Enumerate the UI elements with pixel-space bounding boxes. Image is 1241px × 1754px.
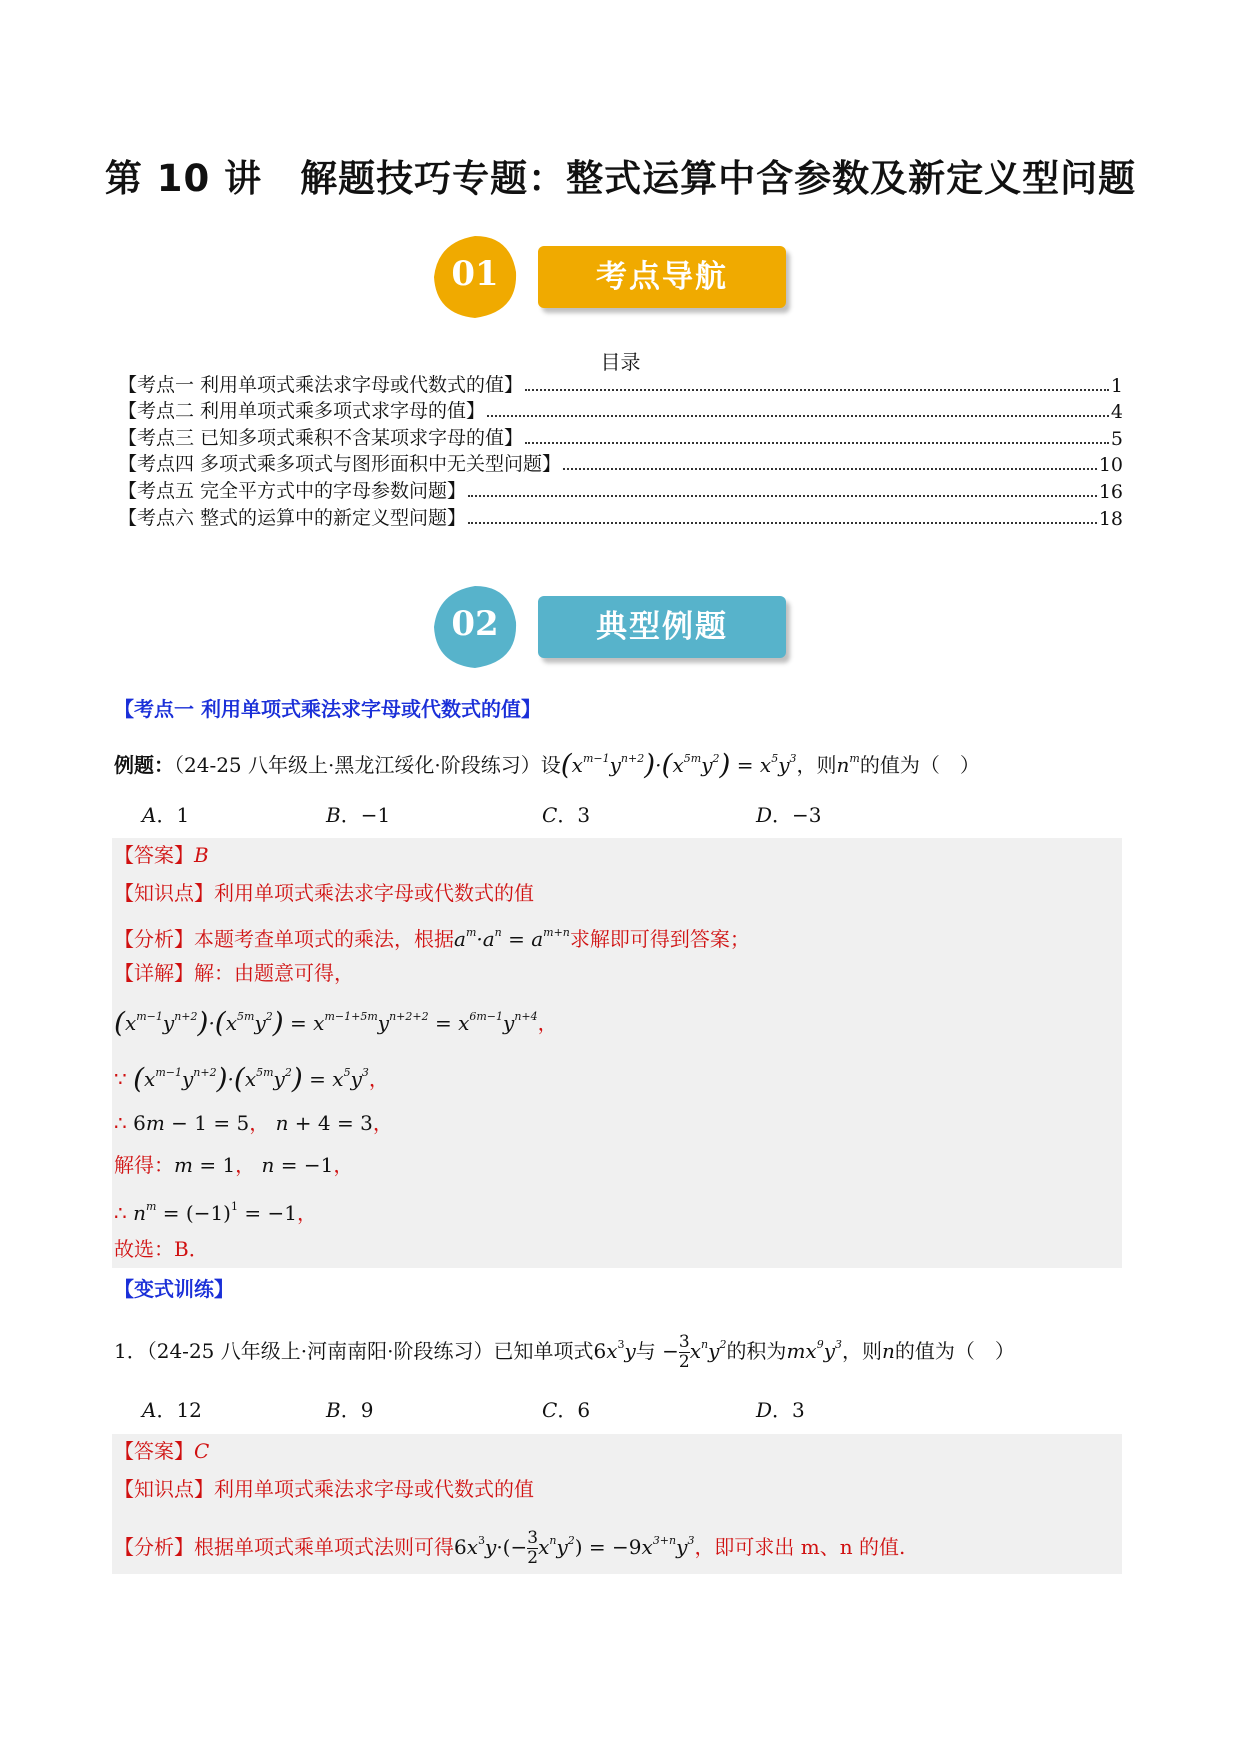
toc-item-page: 18 xyxy=(1098,507,1123,530)
section-badge-examples xyxy=(430,582,810,672)
toc-item[interactable] xyxy=(118,450,1123,477)
variant-question: 1．（24-25 八年级上·河南南阳·阶段练习）已知单项式$6x^3y$与 − $\frac{3}{2}$ $x^ny^2$的积为$mx^9y^3$，则n的值为（ ） xyxy=(114,1332,1015,1372)
toc-item[interactable] xyxy=(118,397,1123,424)
answer-line: 【答案】C xyxy=(114,1439,210,1463)
toc-item-page: 10 xyxy=(1098,454,1123,477)
option-d[interactable]: D．3 xyxy=(756,1398,805,1422)
answer-value: B xyxy=(194,843,209,867)
toc-item-label: 【考点六 整式的运算中的新定义型问题】 xyxy=(118,506,467,529)
toc-item[interactable] xyxy=(118,503,1123,530)
toc-item[interactable] xyxy=(118,370,1123,397)
option-a[interactable]: A．1 xyxy=(142,803,190,827)
toc-item-label: 【考点二 利用单项式乘多项式求字母的值】 xyxy=(118,400,486,423)
example-label: 例题： xyxy=(114,753,174,777)
option-c[interactable]: C．6 xyxy=(542,1398,591,1422)
badge-number: 01 xyxy=(451,254,499,294)
toc-item-label: 【考点三 已知多项式乘积不含某项求字母的值】 xyxy=(118,426,524,449)
toc-item[interactable] xyxy=(118,423,1123,450)
section-badge-navigation xyxy=(430,232,810,322)
variant-heading: 【变式训练】 xyxy=(114,1277,234,1301)
option-a[interactable]: A．12 xyxy=(142,1398,202,1422)
knowledge-line: 【知识点】利用单项式乘法求字母或代数式的值 xyxy=(114,1477,534,1501)
example-expression: $(x^{m-1}y^{n+2})\cdot(x^{5m}y^2) = x^5y^3$ xyxy=(560,748,797,781)
toc-item-label: 【考点四 多项式乘多项式与图形面积中无关型问题】 xyxy=(118,453,562,476)
choose-line: 故选：B． xyxy=(114,1237,209,1261)
badge-label: 考点导航 xyxy=(538,246,786,308)
knowledge-line: 【知识点】利用单项式乘法求字母或代数式的值 xyxy=(114,881,534,905)
toc-item-label: 【考点一 利用单项式乘法求字母或代数式的值】 xyxy=(118,373,524,396)
example-tail: ，则 xyxy=(796,753,837,777)
toc-title: 目录 xyxy=(600,350,641,374)
step-4: 解得：m = 1， n = −1， xyxy=(114,1153,354,1177)
detail-line: 【详解】解：由题意可得， xyxy=(114,961,354,985)
option-c[interactable]: C．3 xyxy=(542,803,591,827)
analysis-line: 【分析】本题考查单项式的乘法，根据$a^m\cdot a^n = a^{m+n}$求解即可得到答案； xyxy=(114,926,750,951)
step-1: $(x^{m-1}y^{n+2})\cdot(x^{5m}y^2) = x^{m-1+5m}y^{n+2+2} = x^{6m-1}y^{n+4}$， xyxy=(114,1006,558,1039)
option-b[interactable]: B．9 xyxy=(326,1398,374,1422)
example-question xyxy=(114,744,980,780)
answer-value: C xyxy=(194,1439,210,1463)
step-2: ∵ $(x^{m-1}y^{n+2})\cdot(x^{5m}y^2) = x^5y^3$， xyxy=(114,1062,389,1095)
option-b[interactable]: B．−1 xyxy=(326,803,391,827)
toc-item-page: 1 xyxy=(1110,374,1123,397)
badge-number: 02 xyxy=(451,604,499,644)
example-end: 的值为（ ） xyxy=(859,753,980,777)
toc-item-page: 4 xyxy=(1110,401,1123,424)
toc-item-page: 16 xyxy=(1098,480,1123,503)
answer-line: 【答案】B xyxy=(114,843,209,867)
analysis-line: 【分析】根据单项式乘单项式法则可得$6x^3y\cdot(-$ $\frac{3}{2}$ $x^ny^2) = -9x^{3+n}y^3$，即可求出 m、n 的值. xyxy=(114,1528,906,1568)
table-of-contents xyxy=(118,370,1123,530)
example-target: $n^m$ xyxy=(836,752,860,777)
badge-label: 典型例题 xyxy=(538,596,786,658)
section-heading: 【考点一 利用单项式乘法求字母或代数式的值】 xyxy=(114,697,541,721)
step-5: ∴ $n^m = (-1)^1 = -1$， xyxy=(114,1200,317,1225)
toc-item-page: 5 xyxy=(1110,427,1123,450)
toc-item-label: 【考点五 完全平方式中的字母参数问题】 xyxy=(118,479,467,502)
step-3: ∴ 6m − 1 = 5， n + 4 = 3， xyxy=(114,1111,393,1135)
option-d[interactable]: D．−3 xyxy=(756,803,822,827)
page-title: 第 10 讲 解题技巧专题：整式运算中含参数及新定义型问题 xyxy=(104,157,1137,200)
example-source: （24-25 八年级上·黑龙江绥化·阶段练习）设 xyxy=(174,753,561,777)
toc-item[interactable] xyxy=(118,476,1123,503)
